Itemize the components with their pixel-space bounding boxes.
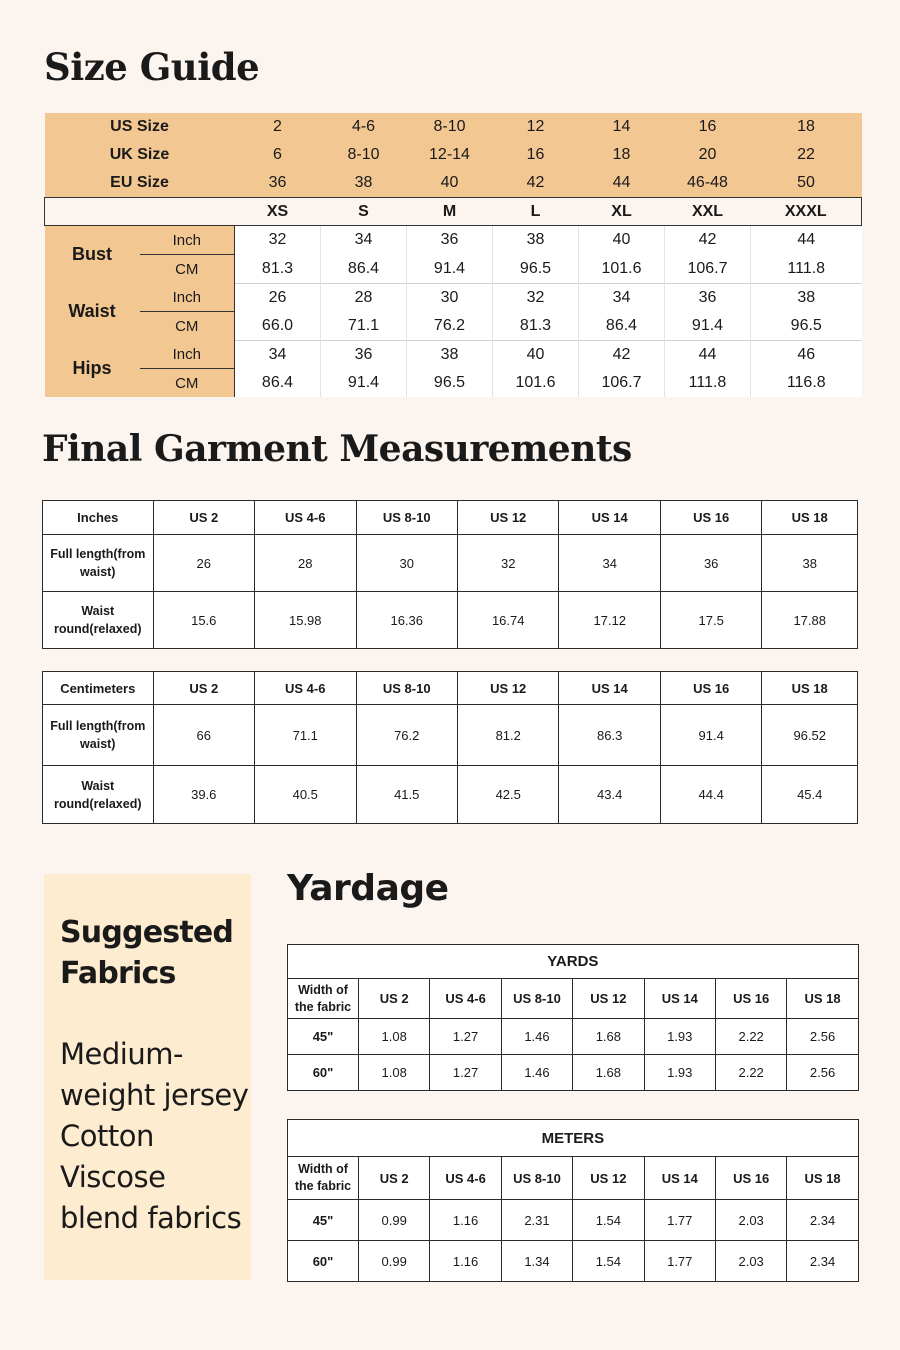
uk-size-value: 18: [579, 141, 665, 169]
yardage-value: 1.27: [430, 1055, 501, 1091]
yardage-value: 0.99: [359, 1241, 430, 1282]
garment-row-label: Full length(from waist): [43, 535, 154, 592]
yardage-yards-table: [287, 944, 859, 1091]
measure-name: Hips: [45, 340, 140, 397]
measure-value: 106.7: [665, 255, 751, 284]
garment-value: 36: [660, 535, 761, 592]
measure-value: 91.4: [407, 255, 493, 284]
garment-size-header: US 16: [660, 501, 761, 535]
garment-value: 45.4: [762, 766, 858, 824]
yardage-size-header: US 4-6: [430, 1157, 501, 1200]
measure-value: 36: [407, 226, 493, 255]
measure-value: 71.1: [321, 312, 407, 341]
measure-value: 32: [235, 226, 321, 255]
garment-size-header: US 2: [153, 672, 254, 705]
us-size-value: 16: [665, 113, 751, 141]
measure-value: 42: [665, 226, 751, 255]
garment-size-header: US 8-10: [356, 501, 457, 535]
garment-row-label: Waist round(relaxed): [43, 766, 154, 824]
garment-value: 91.4: [660, 705, 761, 766]
letter-size: L: [493, 198, 579, 226]
measure-value: 32: [493, 283, 579, 312]
measure-value: 91.4: [665, 312, 751, 341]
us-size-value: 18: [751, 113, 862, 141]
garment-unit-label: Centimeters: [43, 672, 154, 705]
yardage-caption-row: [288, 945, 859, 979]
garment-data-row: [43, 535, 858, 592]
yardage-data-row: [288, 1055, 859, 1091]
yardage-value: 1.27: [430, 1019, 501, 1055]
hips-cm-row: [45, 369, 862, 398]
yardage-value: 1.68: [573, 1055, 644, 1091]
garment-row-label: Waist round(relaxed): [43, 592, 154, 649]
yardage-value: 1.08: [359, 1019, 430, 1055]
measure-value: 66.0: [235, 312, 321, 341]
yardage-caption: METERS: [288, 1120, 859, 1157]
yardage-size-header: US 12: [573, 1157, 644, 1200]
measure-name: Bust: [45, 226, 140, 284]
letter-size: M: [407, 198, 493, 226]
garment-value: 66: [153, 705, 254, 766]
yardage-value: 1.08: [359, 1055, 430, 1091]
fabric-width: 45": [288, 1200, 359, 1241]
garment-size-header: US 16: [660, 672, 761, 705]
eu-size-value: 36: [235, 169, 321, 198]
garment-value: 16.36: [356, 592, 457, 649]
garment-size-header: US 4-6: [255, 672, 356, 705]
us-size-value: 14: [579, 113, 665, 141]
yardage-size-header: US 16: [715, 979, 786, 1019]
eu-size-value: 38: [321, 169, 407, 198]
hips-inch-row: [45, 340, 862, 369]
garment-value: 86.3: [559, 705, 660, 766]
yardage-value: 2.31: [501, 1200, 572, 1241]
measure-value: 111.8: [665, 369, 751, 398]
measure-value: 30: [407, 283, 493, 312]
garment-value: 16.74: [457, 592, 558, 649]
garment-unit-label: Inches: [43, 501, 154, 535]
yardage-value: 2.34: [787, 1200, 858, 1241]
yardage-value: 1.34: [501, 1241, 572, 1282]
uk-size-value: 22: [751, 141, 862, 169]
garment-cm-table: [42, 671, 858, 824]
measure-value: 86.4: [579, 312, 665, 341]
measure-value: 81.3: [493, 312, 579, 341]
measure-value: 34: [321, 226, 407, 255]
measure-value: 96.5: [751, 312, 862, 341]
size-guide-title: Size Guide: [44, 45, 260, 89]
yardage-value: 2.34: [787, 1241, 858, 1282]
yardage-size-header: US 18: [787, 1157, 858, 1200]
uk-size-value: 6: [235, 141, 321, 169]
waist-cm-row: [45, 312, 862, 341]
yardage-value: 0.99: [359, 1200, 430, 1241]
garment-data-row: [43, 705, 858, 766]
garment-value: 76.2: [356, 705, 457, 766]
garment-title: Final Garment Measurements: [42, 428, 632, 470]
measure-value: 38: [493, 226, 579, 255]
yardage-size-header: US 16: [715, 1157, 786, 1200]
size-row-eu: [45, 169, 862, 198]
measure-value: 40: [493, 340, 579, 369]
bust-cm-row: [45, 255, 862, 284]
us-size-value: 4-6: [321, 113, 407, 141]
measure-value: 101.6: [579, 255, 665, 284]
unit-label: Inch: [140, 226, 235, 255]
yardage-size-header: US 8-10: [501, 979, 572, 1019]
garment-value: 38: [762, 535, 858, 592]
yardage-value: 1.54: [573, 1241, 644, 1282]
uk-size-value: 8-10: [321, 141, 407, 169]
measure-value: 46: [751, 340, 862, 369]
size-guide-table: [44, 113, 862, 397]
fabric-item: Viscose: [60, 1160, 166, 1194]
garment-value: 81.2: [457, 705, 558, 766]
uk-size-value: 20: [665, 141, 751, 169]
suggested-fabrics-panel: [44, 874, 251, 1280]
letter-size: XS: [235, 198, 321, 226]
letter-size: XXXL: [751, 198, 862, 226]
garment-value: 41.5: [356, 766, 457, 824]
yardage-value: 1.16: [430, 1200, 501, 1241]
yardage-size-header: US 18: [787, 979, 858, 1019]
uk-size-label: UK Size: [45, 141, 235, 169]
measure-value: 81.3: [235, 255, 321, 284]
garment-size-header: US 18: [762, 672, 858, 705]
fabric-item: Medium-: [60, 1037, 183, 1071]
yardage-value: 1.54: [573, 1200, 644, 1241]
garment-size-header: US 8-10: [356, 672, 457, 705]
garment-row-label: Full length(from waist): [43, 705, 154, 766]
us-size-value: 8-10: [407, 113, 493, 141]
garment-size-header: US 2: [153, 501, 254, 535]
measure-name: Waist: [45, 283, 140, 340]
garment-data-row: [43, 592, 858, 649]
letter-size: S: [321, 198, 407, 226]
fabrics-list: [60, 1034, 248, 1239]
measure-value: 38: [751, 283, 862, 312]
width-of-fabric-label: Width of the fabric: [288, 1157, 359, 1200]
uk-size-value: 16: [493, 141, 579, 169]
yardage-value: 1.16: [430, 1241, 501, 1282]
yardage-size-header: US 4-6: [430, 979, 501, 1019]
yardage-data-row: [288, 1241, 859, 1282]
yardage-value: 2.22: [715, 1019, 786, 1055]
garment-size-header: US 4-6: [255, 501, 356, 535]
unit-label: CM: [140, 312, 235, 341]
garment-size-header: US 18: [762, 501, 858, 535]
yardage-value: 2.03: [715, 1200, 786, 1241]
uk-size-value: 12-14: [407, 141, 493, 169]
garment-value: 40.5: [255, 766, 356, 824]
letter-size: XL: [579, 198, 665, 226]
measure-value: 34: [579, 283, 665, 312]
us-size-value: 2: [235, 113, 321, 141]
measure-value: 101.6: [493, 369, 579, 398]
eu-size-label: EU Size: [45, 169, 235, 198]
yardage-data-row: [288, 1019, 859, 1055]
yardage-meters-table: [287, 1119, 859, 1282]
width-of-fabric-label: Width of the fabric: [288, 979, 359, 1019]
fabric-item: weight jersey: [60, 1078, 249, 1112]
yardage-value: 1.46: [501, 1019, 572, 1055]
fabric-item: blend fabrics: [60, 1201, 242, 1235]
yardage-value: 1.93: [644, 1055, 715, 1091]
fabric-item: Cotton: [60, 1119, 154, 1153]
unit-label: Inch: [140, 340, 235, 369]
measure-value: 44: [751, 226, 862, 255]
measure-value: 96.5: [493, 255, 579, 284]
yardage-title: Yardage: [287, 868, 449, 909]
yardage-value: 1.68: [573, 1019, 644, 1055]
yardage-value: 2.03: [715, 1241, 786, 1282]
yardage-size-header: US 12: [573, 979, 644, 1019]
measure-value: 86.4: [321, 255, 407, 284]
garment-value: 42.5: [457, 766, 558, 824]
measure-value: 111.8: [751, 255, 862, 284]
yardage-value: 1.77: [644, 1241, 715, 1282]
eu-size-value: 50: [751, 169, 862, 198]
garment-header-row: [43, 672, 858, 705]
yardage-caption: YARDS: [288, 945, 859, 979]
garment-value: 15.6: [153, 592, 254, 649]
garment-value: 26: [153, 535, 254, 592]
garment-data-row: [43, 766, 858, 824]
yardage-value: 2.56: [787, 1055, 858, 1091]
size-row-uk: [45, 141, 862, 169]
bust-inch-row: [45, 226, 862, 255]
eu-size-value: 42: [493, 169, 579, 198]
eu-size-value: 44: [579, 169, 665, 198]
unit-label: CM: [140, 255, 235, 284]
garment-value: 34: [559, 535, 660, 592]
yardage-value: 2.56: [787, 1019, 858, 1055]
garment-value: 43.4: [559, 766, 660, 824]
yardage-value: 2.22: [715, 1055, 786, 1091]
fabrics-title: Suggested Fabrics: [60, 915, 234, 991]
unit-label: CM: [140, 369, 235, 398]
measure-value: 34: [235, 340, 321, 369]
waist-inch-row: [45, 283, 862, 312]
eu-size-value: 40: [407, 169, 493, 198]
measure-value: 28: [321, 283, 407, 312]
garment-value: 30: [356, 535, 457, 592]
garment-inches-table: [42, 500, 858, 649]
size-row-us: [45, 113, 862, 141]
fabric-width: 60": [288, 1241, 359, 1282]
yardage-value: 1.46: [501, 1055, 572, 1091]
letter-size-blank: [45, 198, 235, 226]
measure-value: 26: [235, 283, 321, 312]
measure-value: 42: [579, 340, 665, 369]
size-guide-body: [45, 113, 862, 397]
yardage-size-header: US 8-10: [501, 1157, 572, 1200]
garment-size-header: US 14: [559, 501, 660, 535]
garment-value: 32: [457, 535, 558, 592]
yardage-value: 1.77: [644, 1200, 715, 1241]
garment-value: 17.5: [660, 592, 761, 649]
yardage-size-header: US 2: [359, 979, 430, 1019]
measure-value: 36: [321, 340, 407, 369]
garment-value: 17.12: [559, 592, 660, 649]
garment-value: 96.52: [762, 705, 858, 766]
garment-value: 44.4: [660, 766, 761, 824]
yardage-size-header: US 14: [644, 1157, 715, 1200]
yardage-caption-row: [288, 1120, 859, 1157]
garment-size-header: US 12: [457, 501, 558, 535]
measure-value: 76.2: [407, 312, 493, 341]
garment-header-row: [43, 501, 858, 535]
yardage-data-row: [288, 1200, 859, 1241]
garment-value: 39.6: [153, 766, 254, 824]
measure-value: 116.8: [751, 369, 862, 398]
measure-value: 38: [407, 340, 493, 369]
yardage-size-header: US 14: [644, 979, 715, 1019]
measure-value: 44: [665, 340, 751, 369]
letter-size-row: [45, 198, 862, 226]
garment-value: 15.98: [255, 592, 356, 649]
measure-value: 86.4: [235, 369, 321, 398]
unit-label: Inch: [140, 283, 235, 312]
measure-value: 40: [579, 226, 665, 255]
yardage-header-row: [288, 1157, 859, 1200]
garment-value: 17.88: [762, 592, 858, 649]
yardage-header-row: [288, 979, 859, 1019]
garment-value: 28: [255, 535, 356, 592]
measure-value: 36: [665, 283, 751, 312]
fabric-width: 45": [288, 1019, 359, 1055]
measure-value: 96.5: [407, 369, 493, 398]
fabric-width: 60": [288, 1055, 359, 1091]
garment-size-header: US 14: [559, 672, 660, 705]
us-size-label: US Size: [45, 113, 235, 141]
yardage-value: 1.93: [644, 1019, 715, 1055]
measure-value: 106.7: [579, 369, 665, 398]
measure-value: 91.4: [321, 369, 407, 398]
eu-size-value: 46-48: [665, 169, 751, 198]
yardage-size-header: US 2: [359, 1157, 430, 1200]
letter-size: XXL: [665, 198, 751, 226]
garment-size-header: US 12: [457, 672, 558, 705]
us-size-value: 12: [493, 113, 579, 141]
garment-value: 71.1: [255, 705, 356, 766]
